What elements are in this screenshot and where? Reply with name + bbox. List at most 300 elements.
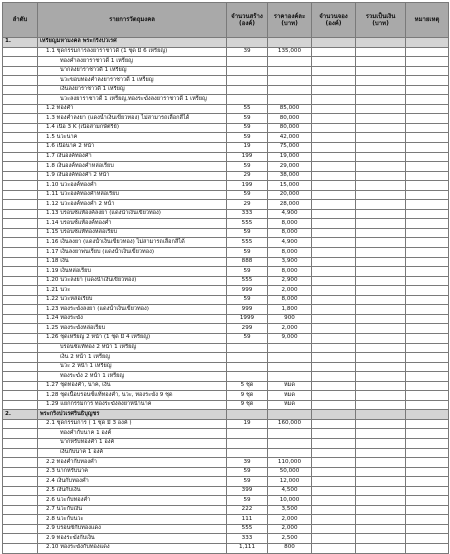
- cell-quantity-made: 199: [227, 181, 268, 191]
- cell-remarks: [406, 171, 449, 181]
- cell-remarks: [406, 238, 449, 248]
- cell-price-each: 15,000: [268, 181, 312, 191]
- cell-total: [356, 228, 406, 238]
- table-row: [3, 477, 449, 487]
- cell-remarks: [406, 286, 449, 296]
- cell-remarks: [406, 200, 449, 210]
- cell-quantity-reserved: [312, 114, 356, 124]
- cell-price-each: [268, 95, 312, 105]
- table-row: [3, 534, 449, 544]
- cell-remarks: [406, 267, 449, 277]
- cell-remarks: [406, 343, 449, 353]
- cell-no: [3, 209, 38, 219]
- cell-total: [356, 314, 406, 324]
- cell-item: 1.16 เงินลงยา (แดงน้ำเงินเขียวทอง) ไม่สามารถเลือกสีได้: [38, 238, 227, 248]
- cell-item: ทองระฆัง 2 หน้า 1 เหรียญ: [38, 372, 227, 382]
- cell-no: [3, 400, 38, 410]
- table-row: [3, 333, 449, 343]
- cell-price-each: 8,000: [268, 228, 312, 238]
- cell-price-each: 2,000: [268, 524, 312, 534]
- cell-remarks: [406, 143, 449, 153]
- cell-item: 1.12 นวะองค์ทองคำ 2 หน้า: [38, 200, 227, 210]
- cell-quantity-made: [227, 57, 268, 67]
- cell-quantity-made: 59: [227, 123, 268, 133]
- table-row: [3, 515, 449, 525]
- cell-quantity-reserved: [312, 410, 356, 420]
- header-row: [3, 3, 449, 38]
- cell-quantity-reserved: [312, 400, 356, 410]
- cell-total: [356, 477, 406, 487]
- cell-item: 2.9 ทองระฆังกับเงิน: [38, 534, 227, 544]
- cell-quantity-reserved: [312, 104, 356, 114]
- cell-total: [356, 38, 406, 48]
- cell-no: [3, 477, 38, 487]
- cell-remarks: [406, 372, 449, 382]
- cell-quantity-made: 222: [227, 505, 268, 515]
- cell-quantity-reserved: [312, 133, 356, 143]
- cell-item: 1.9 เงินองค์ทองคำ 2 หน้า: [38, 171, 227, 181]
- cell-no: [3, 467, 38, 477]
- cell-price-each: 4,500: [268, 486, 312, 496]
- cell-no: [3, 66, 38, 76]
- cell-total: [356, 95, 406, 105]
- cell-quantity-made: 39: [227, 458, 268, 468]
- cell-no: [3, 95, 38, 105]
- cell-quantity-made: 59: [227, 190, 268, 200]
- cell-total: [356, 438, 406, 448]
- cell-no: [3, 257, 38, 267]
- cell-quantity-made: [227, 372, 268, 382]
- header-price-each: ราคาองค์ละ (บาท): [268, 3, 312, 38]
- cell-total: [356, 276, 406, 286]
- cell-quantity-made: 39: [227, 47, 268, 57]
- cell-quantity-made: 59: [227, 248, 268, 258]
- table-row: [3, 343, 449, 353]
- cell-quantity-reserved: [312, 171, 356, 181]
- cell-no: [3, 305, 38, 315]
- cell-total: [356, 429, 406, 439]
- cell-quantity-made: 59: [227, 295, 268, 305]
- cell-quantity-made: 999: [227, 286, 268, 296]
- cell-item: 1.23 ทองระฆังลงยา (แดงน้ำเงินเขียวทอง): [38, 305, 227, 315]
- cell-quantity-reserved: [312, 515, 356, 525]
- cell-remarks: [406, 448, 449, 458]
- cell-total: [356, 267, 406, 277]
- cell-total: [356, 524, 406, 534]
- cell-price-each: 80,000: [268, 123, 312, 133]
- cell-total: [356, 505, 406, 515]
- cell-total: [356, 219, 406, 229]
- cell-total: [356, 123, 406, 133]
- cell-no: [3, 486, 38, 496]
- cell-item: 1.22 นวะหล่อเรียบ: [38, 295, 227, 305]
- cell-item: 1.20 นวะลงยา (แดงน้ำเงินเขียวทอง): [38, 276, 227, 286]
- table-row: [3, 467, 449, 477]
- table-row: [3, 143, 449, 153]
- cell-item: 2.6 นวะกับทองคำ: [38, 496, 227, 506]
- cell-quantity-reserved: [312, 448, 356, 458]
- cell-price-each: 160,000: [268, 419, 312, 429]
- cell-total: [356, 467, 406, 477]
- cell-price-each: 29,000: [268, 162, 312, 172]
- header-quantity-made: จำนวนสร้าง (องค์): [227, 3, 268, 38]
- cell-remarks: [406, 458, 449, 468]
- cell-remarks: [406, 515, 449, 525]
- cell-no: [3, 372, 38, 382]
- table-row: [3, 305, 449, 315]
- header-remarks: หมายเหตุ: [406, 3, 449, 38]
- cell-remarks: [406, 123, 449, 133]
- cell-remarks: [406, 162, 449, 172]
- cell-no: [3, 496, 38, 506]
- table-row: [3, 314, 449, 324]
- cell-item: 1.2 ทองคำ: [38, 104, 227, 114]
- table-row: [3, 85, 449, 95]
- cell-no: [3, 429, 38, 439]
- cell-remarks: [406, 505, 449, 515]
- cell-total: [356, 362, 406, 372]
- cell-remarks: [406, 95, 449, 105]
- cell-no: [3, 419, 38, 429]
- cell-price-each: [268, 66, 312, 76]
- cell-item: 1.19 เงินหล่อเรียบ: [38, 267, 227, 277]
- cell-item: 1.24 ทองระฆัง: [38, 314, 227, 324]
- cell-quantity-made: 29: [227, 200, 268, 210]
- cell-no: [3, 171, 38, 181]
- cell-quantity-reserved: [312, 486, 356, 496]
- cell-item: ทองคำลงยาราชาวดี 1 เหรียญ: [38, 57, 227, 67]
- cell-price-each: [268, 438, 312, 448]
- cell-quantity-reserved: [312, 152, 356, 162]
- cell-price-each: 8,000: [268, 295, 312, 305]
- table-row: [3, 248, 449, 258]
- cell-no: [3, 143, 38, 153]
- cell-no: [3, 362, 38, 372]
- cell-total: [356, 496, 406, 506]
- table-row: [3, 543, 449, 553]
- cell-remarks: [406, 524, 449, 534]
- cell-no: [3, 381, 38, 391]
- cell-quantity-reserved: [312, 200, 356, 210]
- cell-quantity-reserved: [312, 219, 356, 229]
- cell-no: [3, 286, 38, 296]
- cell-price-each: [268, 448, 312, 458]
- table-row: [3, 496, 449, 506]
- cell-item: 2.5 เงินกับเงิน: [38, 486, 227, 496]
- cell-price-each: 2,500: [268, 534, 312, 544]
- cell-no: [3, 543, 38, 553]
- cell-item: บรอนซ์แท้ทอง 2 หน้า 1 เหรียญ: [38, 343, 227, 353]
- cell-no: [3, 276, 38, 286]
- cell-quantity-made: 399: [227, 486, 268, 496]
- cell-item: นากหรับทองคำ 1 องค์: [38, 438, 227, 448]
- table-row: [3, 429, 449, 439]
- cell-price-each: [268, 343, 312, 353]
- table-row: [3, 438, 449, 448]
- cell-total: [356, 181, 406, 191]
- cell-quantity-reserved: [312, 438, 356, 448]
- cell-item: 1.26 ชุดเหรียญ 2 หน้า (1 ชุด มี 4 เหรียญ): [38, 333, 227, 343]
- cell-price-each: 85,000: [268, 104, 312, 114]
- cell-no: [3, 104, 38, 114]
- cell-quantity-made: 59: [227, 267, 268, 277]
- cell-remarks: [406, 381, 449, 391]
- cell-no: [3, 190, 38, 200]
- cell-item: 2.1 ชุดกรรมการ ( 1 ชุด มี 3 องค์ ): [38, 419, 227, 429]
- cell-no: [3, 85, 38, 95]
- cell-remarks: [406, 400, 449, 410]
- cell-item: นากลงยาราชาวดี 1 เหรียญ: [38, 66, 227, 76]
- cell-total: [356, 152, 406, 162]
- cell-quantity-made: 59: [227, 228, 268, 238]
- cell-price-each: [268, 410, 312, 420]
- cell-no: [3, 248, 38, 258]
- cell-item: 2.3 นากหรับนาค: [38, 467, 227, 477]
- cell-quantity-made: 299: [227, 324, 268, 334]
- cell-price-each: 4,900: [268, 238, 312, 248]
- cell-quantity-made: 1,111: [227, 543, 268, 553]
- cell-price-each: 28,000: [268, 200, 312, 210]
- cell-item: 1.29 แยกกรรมการ ทองระฆังลงยาหน้านาค: [38, 400, 227, 410]
- header-quantity-reserved: จำนวนจอง (องค์): [312, 3, 356, 38]
- cell-quantity-reserved: [312, 314, 356, 324]
- cell-quantity-reserved: [312, 353, 356, 363]
- cell-no: [3, 47, 38, 57]
- table-row: [3, 190, 449, 200]
- table-row: [3, 133, 449, 143]
- cell-total: [356, 543, 406, 553]
- cell-item: 1.28 ชุดเนื้อบรอนซ์แท้ทองคำ, นวะ, ทองระฆัง 9 ชุด: [38, 391, 227, 401]
- cell-quantity-reserved: [312, 57, 356, 67]
- table-row: [3, 400, 449, 410]
- cell-quantity-made: 999: [227, 305, 268, 315]
- cell-quantity-reserved: [312, 343, 356, 353]
- cell-item: 1.21 นวะ: [38, 286, 227, 296]
- cell-quantity-made: 59: [227, 162, 268, 172]
- cell-remarks: [406, 305, 449, 315]
- cell-quantity-made: 333: [227, 209, 268, 219]
- cell-quantity-reserved: [312, 76, 356, 86]
- cell-quantity-reserved: [312, 372, 356, 382]
- cell-remarks: [406, 429, 449, 439]
- cell-total: [356, 190, 406, 200]
- cell-item: 1.7 เงินองค์ทองคำ: [38, 152, 227, 162]
- cell-total: [356, 353, 406, 363]
- cell-quantity-made: 19: [227, 143, 268, 153]
- cell-price-each: 80,000: [268, 114, 312, 124]
- cell-quantity-made: [227, 76, 268, 86]
- cell-price-each: 75,000: [268, 143, 312, 153]
- cell-total: [356, 76, 406, 86]
- table-row: [3, 362, 449, 372]
- cell-item: เงินกับนาค 1 องค์: [38, 448, 227, 458]
- cell-item: 1.6 เนื้อนาค 2 หน้า: [38, 143, 227, 153]
- cell-quantity-made: 333: [227, 534, 268, 544]
- cell-no: [3, 391, 38, 401]
- cell-remarks: [406, 362, 449, 372]
- cell-quantity-made: 555: [227, 238, 268, 248]
- cell-total: [356, 343, 406, 353]
- cell-total: [356, 419, 406, 429]
- cell-quantity-reserved: [312, 477, 356, 487]
- cell-quantity-reserved: [312, 162, 356, 172]
- cell-total: [356, 209, 406, 219]
- cell-quantity-reserved: [312, 190, 356, 200]
- cell-item: 1.4 เนื้อ 3 K (เนื้อสามกษัตริย์): [38, 123, 227, 133]
- table-row: [3, 200, 449, 210]
- cell-total: [356, 305, 406, 315]
- cell-quantity-made: 555: [227, 524, 268, 534]
- cell-quantity-reserved: [312, 47, 356, 57]
- cell-price-each: [268, 76, 312, 86]
- cell-no: [3, 534, 38, 544]
- cell-price-each: 2,000: [268, 515, 312, 525]
- cell-quantity-made: [227, 38, 268, 48]
- cell-quantity-made: 9 ชุด: [227, 400, 268, 410]
- cell-remarks: [406, 114, 449, 124]
- cell-quantity-made: 59: [227, 477, 268, 487]
- table-row: [3, 372, 449, 382]
- cell-item: 1.15 บรอนซ์แท้ทองหล่อเรียบ: [38, 228, 227, 238]
- cell-total: [356, 333, 406, 343]
- cell-total: [356, 171, 406, 181]
- table-row: [3, 353, 449, 363]
- cell-price-each: 2,900: [268, 276, 312, 286]
- cell-price-each: หมด: [268, 391, 312, 401]
- cell-quantity-reserved: [312, 238, 356, 248]
- cell-no: [3, 114, 38, 124]
- cell-no: [3, 57, 38, 67]
- cell-item: พระกริ่งปวเรศรินธิบุญชร: [38, 410, 227, 420]
- cell-price-each: 4,900: [268, 209, 312, 219]
- cell-quantity-reserved: [312, 496, 356, 506]
- cell-quantity-made: 59: [227, 114, 268, 124]
- cell-quantity-reserved: [312, 257, 356, 267]
- cell-remarks: [406, 104, 449, 114]
- cell-price-each: 19,000: [268, 152, 312, 162]
- cell-quantity-made: [227, 353, 268, 363]
- cell-no: [3, 238, 38, 248]
- table-row: [3, 286, 449, 296]
- cell-no: [3, 267, 38, 277]
- header-no: ลำดับ: [3, 3, 38, 38]
- cell-total: [356, 381, 406, 391]
- cell-remarks: [406, 133, 449, 143]
- cell-quantity-reserved: [312, 391, 356, 401]
- cell-quantity-reserved: [312, 543, 356, 553]
- table-row: [3, 448, 449, 458]
- cell-quantity-reserved: [312, 362, 356, 372]
- cell-total: [356, 248, 406, 258]
- header-item: รายการวัตถุมงคล: [38, 3, 227, 38]
- cell-no: [3, 228, 38, 238]
- cell-no: [3, 505, 38, 515]
- cell-item: 1.27 ชุดทองคำ, นาค, เงิน: [38, 381, 227, 391]
- table-row: [3, 47, 449, 57]
- cell-item: 1.11 นวะองค์ทองคำหล่อเรียบ: [38, 190, 227, 200]
- cell-remarks: [406, 248, 449, 258]
- cell-total: [356, 162, 406, 172]
- cell-item: นวะลงยาราชาวดี 1 เหรียญ,ทองระฆังลงยาราชาวดี 1 เหรียญ: [38, 95, 227, 105]
- cell-remarks: [406, 486, 449, 496]
- table-row: [3, 114, 449, 124]
- cell-price-each: [268, 57, 312, 67]
- cell-remarks: [406, 276, 449, 286]
- cell-remarks: [406, 57, 449, 67]
- cell-no: [3, 181, 38, 191]
- cell-price-each: 12,000: [268, 477, 312, 487]
- cell-quantity-made: [227, 85, 268, 95]
- cell-remarks: [406, 314, 449, 324]
- cell-quantity-made: [227, 362, 268, 372]
- cell-quantity-made: 29: [227, 171, 268, 181]
- cell-quantity-reserved: [312, 381, 356, 391]
- cell-price-each: [268, 372, 312, 382]
- section-row: [3, 410, 449, 420]
- cell-price-each: 3,500: [268, 505, 312, 515]
- cell-quantity-reserved: [312, 305, 356, 315]
- cell-remarks: [406, 543, 449, 553]
- cell-total: [356, 114, 406, 124]
- cell-remarks: [406, 419, 449, 429]
- cell-remarks: [406, 219, 449, 229]
- table-row: [3, 171, 449, 181]
- cell-quantity-reserved: [312, 333, 356, 343]
- cell-quantity-made: 19: [227, 419, 268, 429]
- cell-no: [3, 133, 38, 143]
- cell-quantity-made: [227, 343, 268, 353]
- cell-remarks: [406, 38, 449, 48]
- cell-quantity-reserved: [312, 95, 356, 105]
- section-row: [3, 38, 449, 48]
- cell-total: [356, 486, 406, 496]
- cell-item: เงิน 2 หน้า 1 เหรียญ: [38, 353, 227, 363]
- table-row: [3, 162, 449, 172]
- cell-quantity-reserved: [312, 209, 356, 219]
- cell-total: [356, 257, 406, 267]
- cell-total: [356, 286, 406, 296]
- cell-no: [3, 353, 38, 363]
- cell-remarks: [406, 47, 449, 57]
- table-row: [3, 181, 449, 191]
- cell-quantity-made: 9 ชุด: [227, 391, 268, 401]
- cell-quantity-reserved: [312, 66, 356, 76]
- cell-total: [356, 400, 406, 410]
- cell-quantity-made: [227, 429, 268, 439]
- cell-item: 1.10 นวะองค์ทองคำ: [38, 181, 227, 191]
- cell-quantity-made: 5 ชุด: [227, 381, 268, 391]
- cell-price-each: 2,000: [268, 324, 312, 334]
- cell-no: [3, 123, 38, 133]
- cell-total: [356, 104, 406, 114]
- cell-price-each: [268, 362, 312, 372]
- cell-item: 1.1 ชุดกรรมการลงยาราชาวดี (1 ชุด มี 6 เหรียญ): [38, 47, 227, 57]
- cell-remarks: [406, 295, 449, 305]
- table-row: [3, 57, 449, 67]
- cell-total: [356, 324, 406, 334]
- cell-price-each: 800: [268, 543, 312, 553]
- cell-remarks: [406, 353, 449, 363]
- cell-total: [356, 57, 406, 67]
- cell-price-each: 10,000: [268, 496, 312, 506]
- table-row: [3, 486, 449, 496]
- cell-quantity-made: [227, 95, 268, 105]
- cell-price-each: 1,800: [268, 305, 312, 315]
- cell-price-each: 9,000: [268, 333, 312, 343]
- cell-total: [356, 143, 406, 153]
- cell-remarks: [406, 496, 449, 506]
- table-row: [3, 267, 449, 277]
